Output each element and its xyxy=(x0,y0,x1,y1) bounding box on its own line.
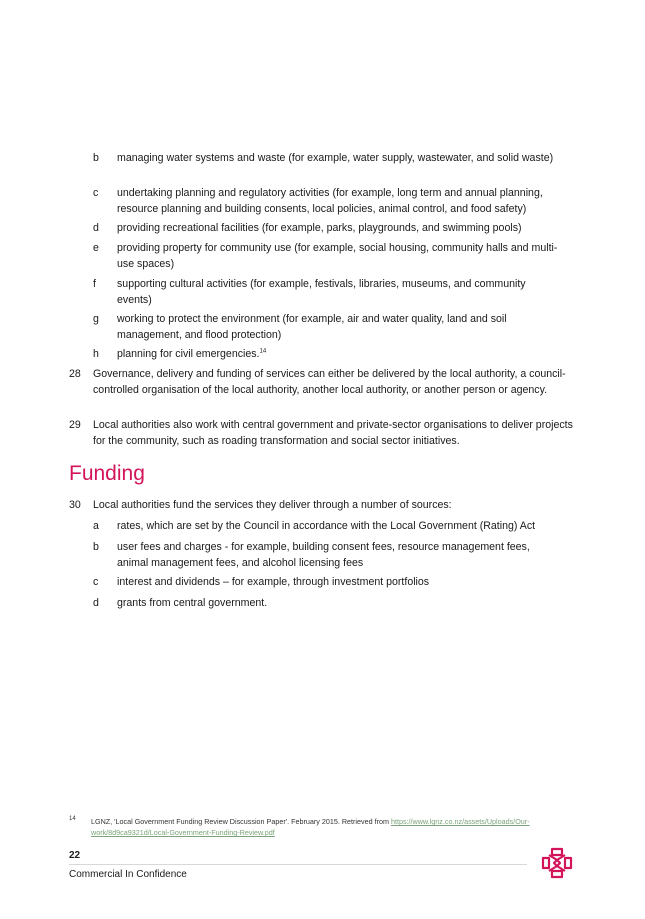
paragraph-text: Governance, delivery and funding of services can either be delivered by the local authority, a council-controlled organisation of the local authority, another local authority, or another person or agency. xyxy=(93,368,566,396)
list-text: interest and dividends – for example, through investment portfolios xyxy=(117,576,430,588)
paragraph-number: 30 xyxy=(69,499,81,511)
list-marker: a xyxy=(93,520,99,532)
list-marker: c xyxy=(93,576,99,588)
page-number: 22 xyxy=(69,850,81,861)
list-marker: g xyxy=(93,313,99,325)
paragraph-number: 28 xyxy=(69,368,81,380)
footnote-link[interactable]: https://www.lgnz.co.nz/assets/Uploads/Our-work/8d9ca9321d/Local-Government-Funding-Review.pdf xyxy=(91,817,530,837)
list-marker: c xyxy=(93,187,99,199)
paragraph-number: 29 xyxy=(69,419,81,431)
footer-divider xyxy=(69,864,527,865)
list-marker: e xyxy=(93,242,99,254)
list-text: managing water systems and waste (for example, water supply, wastewater, and solid waste) xyxy=(117,152,554,164)
list-text xyxy=(117,346,563,362)
list-text: user fees and charges - for example, building consent fees, resource management fees, animal management fees, and alcohol licensing fees xyxy=(117,541,530,569)
list-text: supporting cultural activities (for example, festivals, libraries, museums, and community events) xyxy=(117,278,526,306)
list-marker: b xyxy=(93,152,99,164)
cross-knot-logo-icon xyxy=(540,846,574,880)
list-text: providing property for community use (for example, social housing, community halls and multi-use spaces) xyxy=(117,242,558,270)
list-marker: d xyxy=(93,597,99,609)
list-text: rates, which are set by the Council in accordance with the Local Government (Rating) Act xyxy=(117,520,536,532)
paragraph-text: Local authorities fund the services they deliver through a number of sources: xyxy=(93,499,452,511)
list-marker: f xyxy=(93,278,96,290)
footnote-reference[interactable]: 14 xyxy=(259,348,267,355)
footnote-number: 14 xyxy=(69,816,76,822)
footnote-body xyxy=(91,816,591,838)
list-marker: d xyxy=(93,222,99,234)
paragraph-text: Local authorities also work with central government and private-sector organisations to deliver projects for the community, such as roading transformation and social sector initiatives. xyxy=(93,419,573,447)
list-text: grants from central government. xyxy=(117,597,268,609)
footnote-text: LGNZ, 'Local Government Funding Review Discussion Paper'. February 2015. Retrieved from xyxy=(91,817,391,826)
list-marker: b xyxy=(93,541,99,553)
list-text: providing recreational facilities (for example, parks, playgrounds, and swimming pools) xyxy=(117,222,522,234)
list-text: working to protect the environment (for example, air and water quality, land and soil management, and flood protection) xyxy=(117,313,507,341)
section-heading: Funding xyxy=(69,462,145,485)
list-text-body: planning for civil emergencies. xyxy=(117,348,260,360)
list-text: undertaking planning and regulatory activities (for example, long term and annual planning, resource planning and building consents, local policies, animal control, and food safety) xyxy=(117,187,543,215)
footer-text: Commercial In Confidence xyxy=(69,869,187,880)
list-marker: h xyxy=(93,348,99,360)
